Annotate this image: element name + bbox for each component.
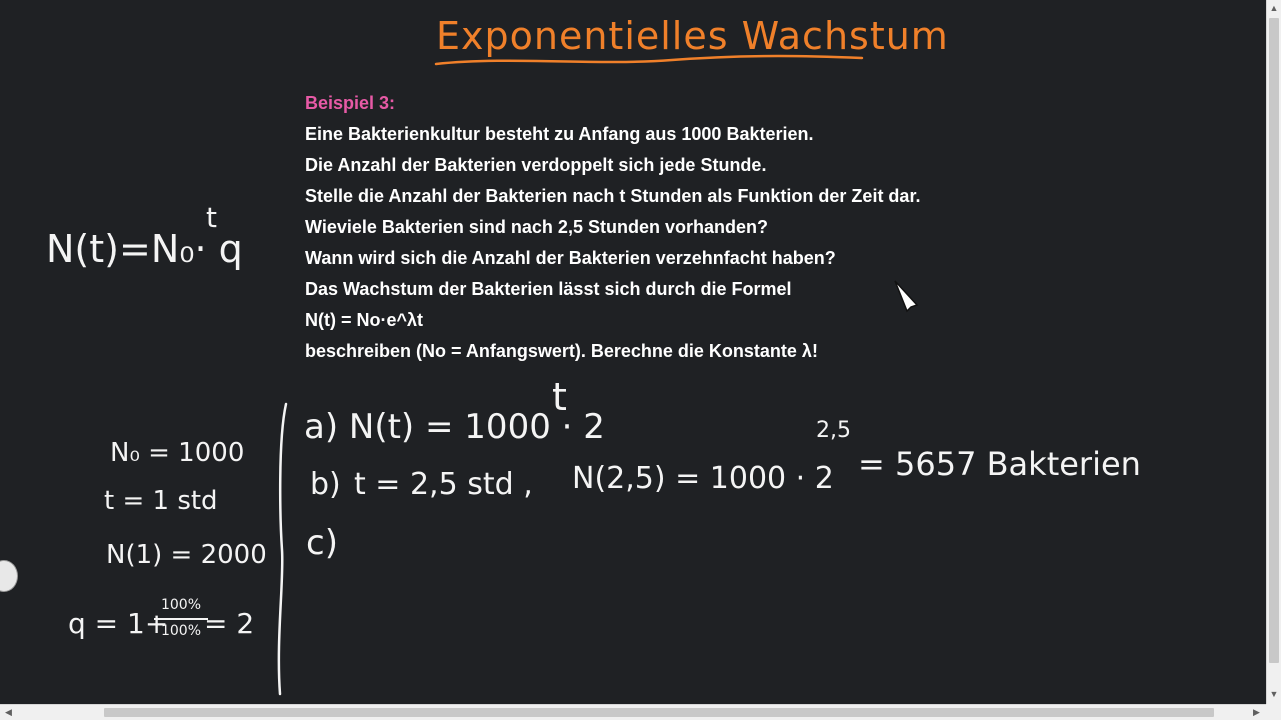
horizontal-scroll-thumb[interactable] [104,708,1214,717]
answer-brace [270,400,294,700]
answer-b-calc: N(2,5) = 1000 · 2 [572,461,834,496]
given-q-numerator: 100% [160,597,202,613]
scroll-right-icon[interactable]: ▶ [1253,707,1260,717]
scroll-left-icon[interactable]: ◀ [5,707,12,717]
task-heading: Beispiel 3: [305,93,396,113]
scrollbar-corner [1266,704,1281,720]
answer-b-result: = 5657 Bakterien [858,445,1141,483]
given-n0: N₀ = 1000 [110,438,245,468]
horizontal-scrollbar[interactable] [0,704,1266,720]
answer-a-exponent: t [552,375,567,419]
task-line: N(t) = No·e^λt [305,310,424,330]
fraction-line [152,617,212,621]
general-formula-exponent: t [206,201,217,234]
task-line: Das Wachstum der Bakterien lässt sich durch die Formel [305,279,792,299]
general-formula: N(t)=N₀· q [46,227,243,271]
answer-b-time: t = 2,5 std , [354,467,533,502]
answer-b-label: b) [310,467,341,502]
task-line: Wann wird sich die Anzahl der Bakterien verzehnfacht haben? [305,248,836,268]
pen-cursor-icon [893,279,921,313]
task-line: Wieviele Bakterien sind nach 2,5 Stunden vorhanden? [305,217,768,237]
task-line: beschreiben (No = Anfangswert). Berechne die Konstante λ! [305,341,818,361]
vertical-scrollbar[interactable] [1266,0,1281,704]
title-underline [432,52,872,74]
answer-c-label: c) [306,523,338,563]
page-title: Exponentielles Wachstum [436,14,949,58]
given-q-suffix: = 2 [204,607,255,640]
task-line: Stelle die Anzahl der Bakterien nach t Stunden als Funktion der Zeit dar. [305,186,921,206]
task-line: Eine Bakterienkultur besteht zu Anfang aus 1000 Bakterien. [305,124,814,144]
pen-handle[interactable] [0,560,18,592]
task-text [305,91,1065,370]
task-line: Die Anzahl der Bakterien verdoppelt sich jede Stunde. [305,155,767,175]
vertical-scroll-thumb[interactable] [1269,18,1279,663]
given-q-prefix: q = 1+ [68,607,169,640]
scroll-up-icon[interactable]: ▲ [1269,3,1279,13]
scroll-down-icon[interactable]: ▼ [1269,689,1279,699]
given-q-denominator: 100% [160,623,202,639]
answer-b-exponent: 2,5 [816,418,851,443]
answer-a: a) N(t) = 1000 · 2 [304,407,605,447]
given-n1: N(1) = 2000 [106,540,267,570]
given-t: t = 1 std [104,486,218,516]
